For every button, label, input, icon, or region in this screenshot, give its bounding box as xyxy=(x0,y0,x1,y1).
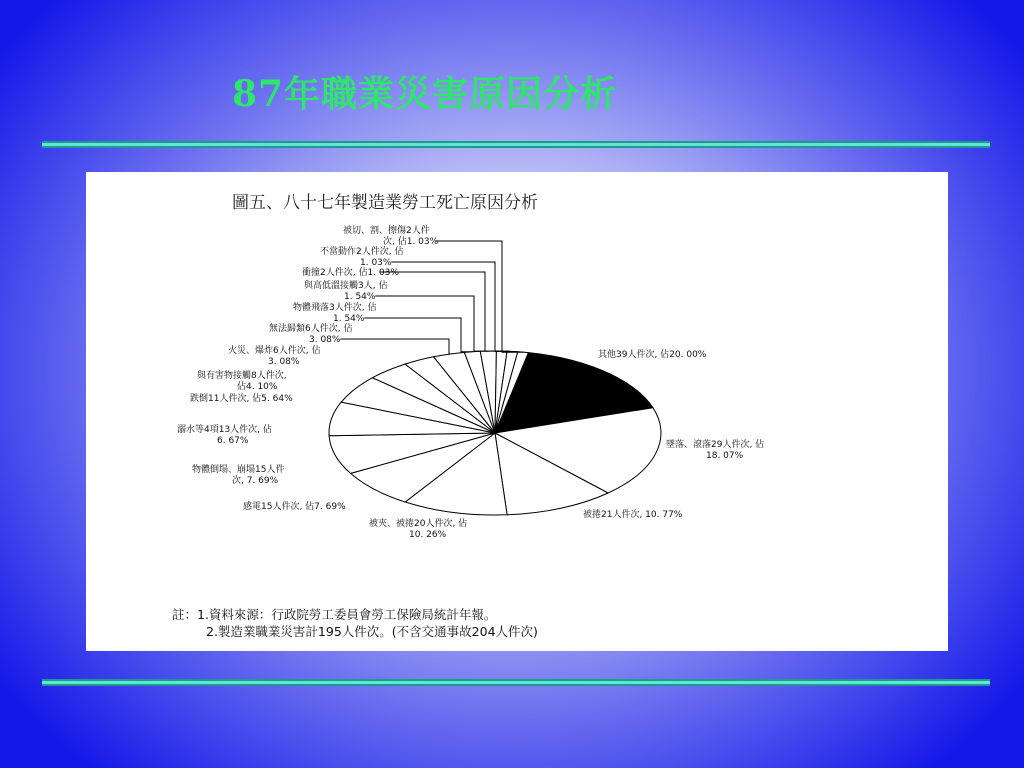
slice-label-text: 被捲21人件次, 10. 77% xyxy=(583,510,683,520)
slice-label-text: 佔4. 10% xyxy=(237,382,278,392)
slice-label xyxy=(598,348,707,360)
slice-label xyxy=(293,301,376,324)
slice-label-text: 與高低溫接觸3人, 佔 xyxy=(304,281,388,291)
slice-label-text: 物體飛落3人件次, 佔 xyxy=(293,303,377,313)
leader-line xyxy=(435,241,523,352)
leader-line xyxy=(364,318,472,352)
slice-label xyxy=(228,344,320,367)
slice-label-text: 18. 07% xyxy=(706,451,744,461)
slice-label xyxy=(269,322,352,345)
figure-title: 圖五、八十七年製造業勞工死亡原因分析 xyxy=(232,193,538,213)
leader-line xyxy=(375,296,488,351)
slice-label-text: 1. 03% xyxy=(360,258,392,268)
slice-label-text: 與有害物接觸8人件次, xyxy=(197,371,287,381)
slice-label-text: 物體倒塌、崩塌15人件 xyxy=(192,465,285,475)
slice-label-text: 3. 08% xyxy=(268,357,300,367)
slice-label-text: 次, 7. 69% xyxy=(232,476,279,486)
slice-label-text: 衝撞2人件次, 佔1. 03% xyxy=(302,268,399,278)
slice-label-text: 火災、爆炸6人件次, 佔 xyxy=(228,346,321,356)
leader-line xyxy=(340,339,449,354)
slice-label-text: 1. 54% xyxy=(344,292,376,302)
slice-label-text: 被夾、被捲20人件次, 佔 xyxy=(369,519,468,529)
slice-label xyxy=(177,423,272,446)
slice-label xyxy=(583,508,683,520)
slice-label-text: 其他39人件次, 佔20. 00% xyxy=(598,350,707,360)
slice-label-text: 不當動作2人件次, 佔 xyxy=(320,247,404,257)
slice-label xyxy=(304,279,387,302)
slice-label xyxy=(369,517,467,540)
figure-panel xyxy=(86,172,948,651)
slice-label xyxy=(190,392,293,404)
slice-label-text: 3. 08% xyxy=(309,335,341,345)
bottom-divider xyxy=(42,679,990,686)
slice-label xyxy=(666,438,764,461)
slice-label xyxy=(343,224,439,247)
pie-chart xyxy=(86,172,948,651)
note-line-1: 註：1.資料來源：行政院勞工委員會勞工保險局統計年報。 xyxy=(172,607,497,622)
slice-label-text: 跌倒11人件次, 佔5. 64% xyxy=(190,394,293,404)
note-line-2: 2.製造業職業災害計195人件次。(不含交通事故204人件次) xyxy=(206,624,538,639)
slice-label-text: 感電15人件次, 佔7. 69% xyxy=(243,502,346,512)
top-divider xyxy=(42,141,990,148)
slice-label-text: 無法歸類6人件次, 佔 xyxy=(269,324,353,334)
slice-label xyxy=(243,500,346,512)
slice-label xyxy=(320,245,403,268)
slice-label-text: 1. 54% xyxy=(333,314,365,324)
slice-label-text: 被切、割、擦傷2人件 xyxy=(343,226,430,236)
slice-label-text: 墜落、滾落29人件次, 佔 xyxy=(666,440,765,450)
slice-label-text: 10. 26% xyxy=(409,530,447,540)
figure-notes xyxy=(172,606,538,640)
slice-label-text: 次, 佔1. 03% xyxy=(383,237,439,247)
slice-label-text: 6. 67% xyxy=(217,436,249,446)
leader-line xyxy=(391,262,512,352)
slice-label-text: 溺水等4項13人件次, 佔 xyxy=(177,425,272,435)
slice-label xyxy=(192,463,284,486)
slide-title: 87年職業災害原因分析 xyxy=(232,73,618,115)
slice-label xyxy=(197,369,287,392)
